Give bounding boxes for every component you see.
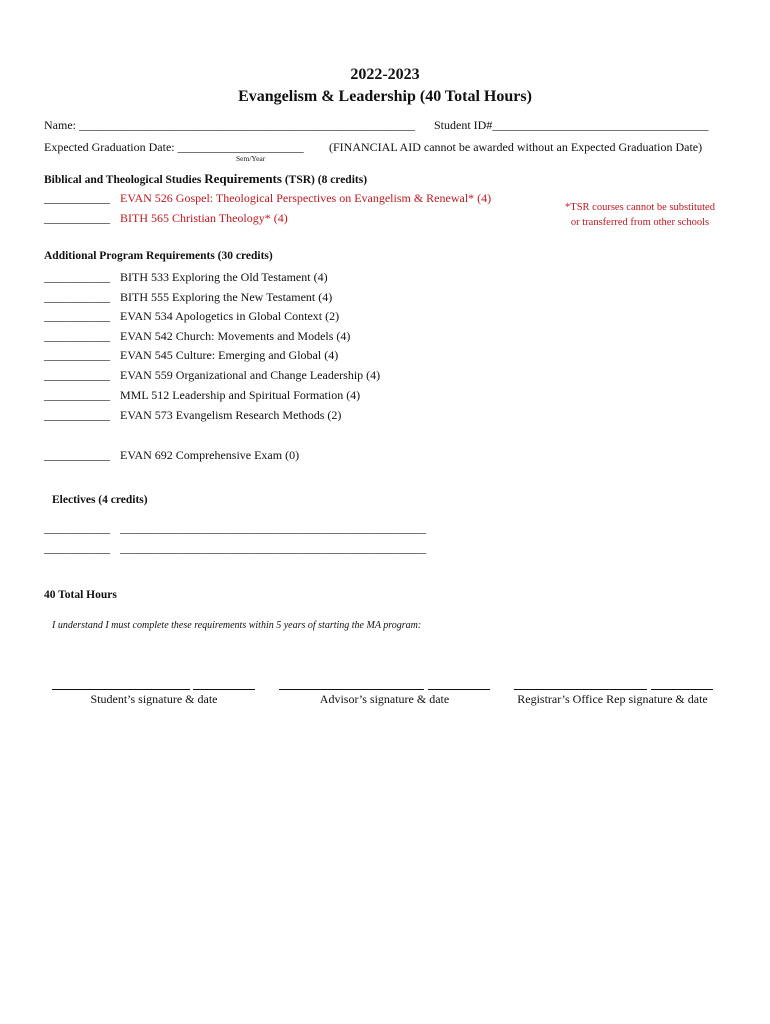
course-row — [44, 309, 339, 324]
additional-heading: Additional Program Requirements (30 credits) — [44, 250, 273, 262]
student-signature-label: Student’s signature & date — [90, 692, 218, 706]
exam-row — [44, 448, 299, 463]
advisor-signature-line[interactable] — [279, 689, 424, 690]
completion-blank[interactable]: ___________ — [44, 388, 110, 402]
advisor-date-line[interactable] — [428, 689, 490, 690]
registrar-signature-label: Registrar’s Office Rep signature & date — [517, 692, 708, 706]
completion-blank[interactable]: ___________ — [44, 309, 110, 323]
tsr-note-line-1: *TSR courses cannot be substituted — [565, 202, 715, 213]
completion-blank[interactable]: ___________ — [44, 290, 110, 304]
acknowledgement-text: I understand I must complete these requirements within 5 years of starting the MA program: — [52, 620, 422, 631]
form-title: Evangelism & Leadership (40 Total Hours) — [238, 88, 532, 105]
elective-course-field[interactable]: ___________________________________________________ — [120, 541, 426, 555]
graduation-date-field[interactable]: Expected Graduation Date: _____________________ — [44, 140, 304, 154]
student-date-line[interactable] — [193, 689, 255, 690]
course-label: EVAN 559 Organizational and Change Leadership (4) — [120, 368, 381, 382]
tsr-heading-prefix: Biblical and Theological Studies — [44, 174, 205, 186]
form-year: 2022-2023 — [350, 66, 420, 83]
course-row — [44, 348, 338, 363]
sem-year-hint: Sem/Year — [236, 154, 266, 163]
completion-blank[interactable]: ___________ — [44, 448, 110, 462]
course-row — [44, 368, 380, 383]
elective-row — [44, 521, 426, 536]
course-label: MML 512 Leadership and Spiritual Formation (4) — [120, 388, 361, 402]
financial-aid-note: (FINANCIAL AID cannot be awarded without an Expected Graduation Date) — [329, 140, 703, 154]
completion-blank[interactable]: ___________ — [44, 211, 110, 225]
elective-course-field[interactable]: ___________________________________________________ — [120, 521, 426, 535]
exam-label: EVAN 692 Comprehensive Exam (0) — [120, 448, 300, 462]
course-row — [44, 270, 328, 285]
tsr-note-line-2: or transferred from other schools — [570, 217, 710, 228]
course-label: EVAN 542 Church: Movements and Models (4) — [120, 329, 351, 343]
completion-blank[interactable]: ___________ — [44, 521, 110, 535]
course-label: EVAN 573 Evangelism Research Methods (2) — [120, 408, 342, 422]
elective-row — [44, 541, 426, 556]
tsr-course-row — [44, 191, 491, 206]
completion-blank[interactable]: ___________ — [44, 541, 110, 555]
completion-blank[interactable]: ___________ — [44, 191, 110, 205]
course-row — [44, 329, 350, 344]
completion-blank[interactable]: ___________ — [44, 329, 110, 343]
completion-blank[interactable]: ___________ — [44, 348, 110, 362]
registrar-signature-line[interactable] — [514, 689, 647, 690]
registrar-date-line[interactable] — [651, 689, 713, 690]
completion-blank[interactable]: ___________ — [44, 368, 110, 382]
completion-blank[interactable]: ___________ — [44, 270, 110, 284]
course-row — [44, 408, 341, 423]
advisor-signature-label: Advisor’s signature & date — [319, 692, 450, 706]
tsr-course-row — [44, 211, 288, 226]
course-row — [44, 388, 360, 403]
name-field[interactable]: Name: ________________________________________________________ — [44, 118, 415, 132]
tsr-heading — [44, 171, 367, 187]
tsr-course-label: BITH 565 Christian Theology* (4) — [120, 211, 288, 225]
total-hours: 40 Total Hours — [44, 589, 117, 601]
course-label: BITH 533 Exploring the Old Testament (4) — [120, 270, 328, 284]
course-label: EVAN 534 Apologetics in Global Context (2) — [120, 309, 340, 323]
student-id-field[interactable]: Student ID#____________________________________ — [434, 118, 709, 132]
tsr-course-label: EVAN 526 Gospel: Theological Perspectives on Evangelism & Renewal* (4) — [120, 191, 492, 205]
student-signature-line[interactable] — [52, 689, 190, 690]
course-label: BITH 555 Exploring the New Testament (4) — [120, 290, 333, 304]
tsr-heading-suffix: (TSR) (8 credits) — [281, 174, 368, 186]
course-label: EVAN 545 Culture: Emerging and Global (4) — [120, 348, 339, 362]
tsr-heading-big: Requirements — [204, 171, 282, 186]
electives-heading: Electives (4 credits) — [52, 494, 148, 506]
completion-blank[interactable]: ___________ — [44, 408, 110, 422]
course-row — [44, 290, 332, 305]
